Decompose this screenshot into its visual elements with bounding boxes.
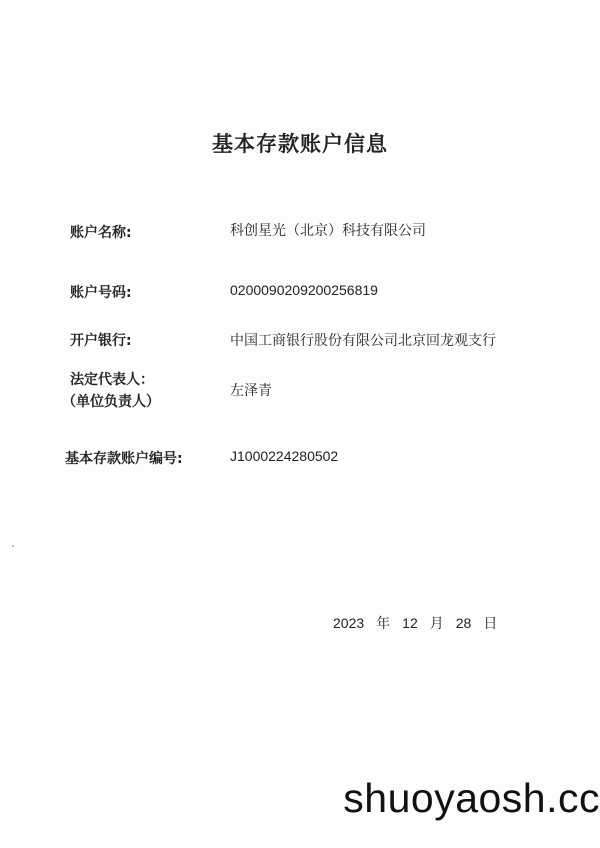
scan-speck bbox=[12, 545, 14, 547]
basic-account-id-label: 基本存款账户编号: bbox=[65, 451, 183, 467]
account-number-label: 账户号码: bbox=[70, 285, 132, 301]
document-title: 基本存款账户信息 bbox=[212, 132, 388, 156]
legal-rep-label: 法定代表人： bbox=[70, 372, 154, 388]
account-name-value: 科创星光（北京）科技有限公司 bbox=[230, 223, 426, 239]
account-name-label: 账户名称: bbox=[70, 225, 132, 241]
date-day: 28 bbox=[455, 615, 472, 631]
watermark-text: shuoyaosh.cc bbox=[343, 775, 600, 821]
date-day-unit: 日 bbox=[483, 615, 498, 631]
basic-account-id-value: J1000224280502 bbox=[230, 448, 339, 464]
account-number-value: 0200090209200256819 bbox=[230, 282, 378, 298]
legal-rep-sublabel: （单位负责人） bbox=[62, 394, 160, 410]
date-month-unit: 月 bbox=[429, 615, 444, 631]
bank-value: 中国工商银行股份有限公司北京回龙观支行 bbox=[230, 333, 496, 349]
bank-label: 开户银行: bbox=[70, 333, 132, 349]
date-month: 12 bbox=[402, 615, 418, 631]
date-year-unit: 年 bbox=[376, 615, 391, 631]
document-date bbox=[333, 613, 497, 633]
legal-rep-value: 左泽青 bbox=[230, 383, 272, 399]
date-year: 2023 bbox=[333, 615, 365, 631]
